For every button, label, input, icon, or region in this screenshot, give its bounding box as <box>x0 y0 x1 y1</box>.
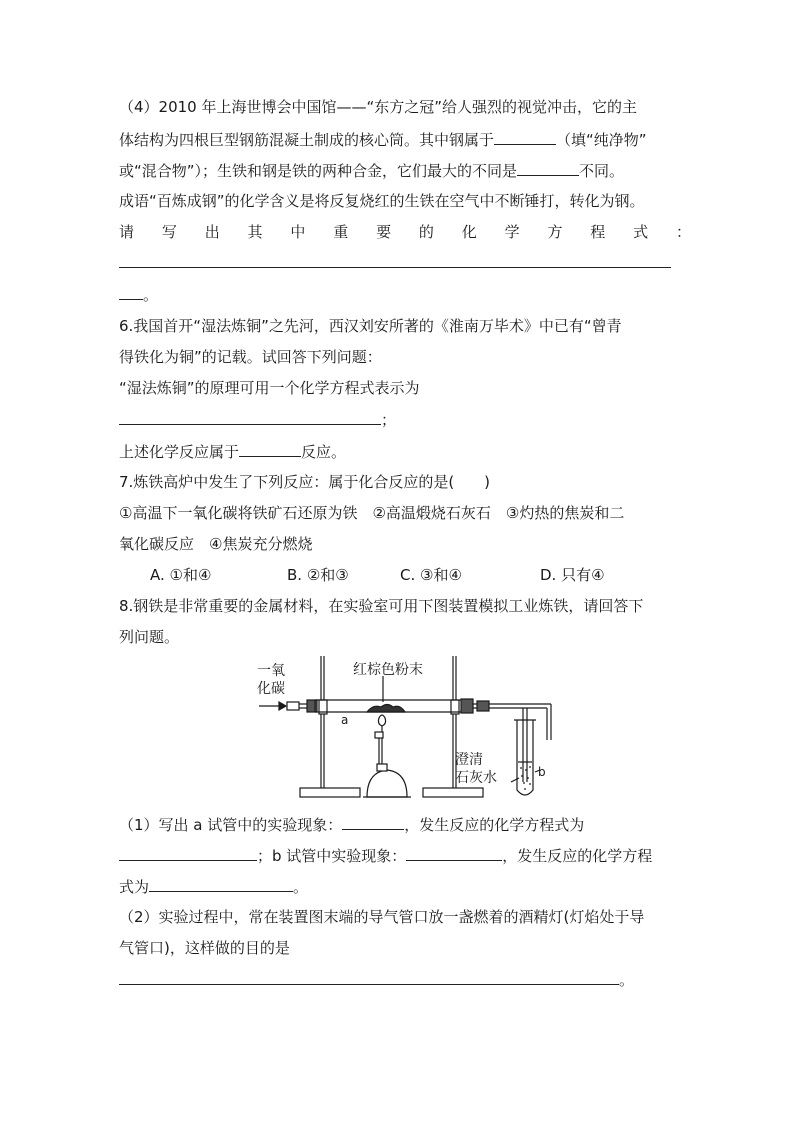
q8-part1-line-3 <box>119 876 308 897</box>
q8-part1-text-c: ；b 试管中实验现象： <box>257 847 407 865</box>
powder-label: 红棕色粉末 <box>353 662 423 678</box>
q4-char: 化 <box>461 223 477 241</box>
q4-line-4: 成语“百炼成钢”的化学含义是将反复烧红的生铁在空气中不断锤打，转化为钢。 <box>119 192 645 210</box>
q4-line-3-text-b: 不同。 <box>579 162 625 180</box>
option-b[interactable]: B. ②和③ <box>287 566 349 584</box>
q6-line-3: “湿法炼铜”的原理可用一个化学方程式表示为 <box>119 379 420 397</box>
q4-line-3-text-a: 或“混合物”）；生铁和钢是铁的两种合金，它们最大的不同是 <box>119 162 518 180</box>
co-label-line1: 一氧 <box>257 663 285 679</box>
answer-blank-tube-b-phenomenon[interactable] <box>406 845 502 861</box>
answer-blank-tube-a-phenomenon[interactable] <box>342 814 404 830</box>
answer-line-steel-equation[interactable] <box>119 267 671 268</box>
option-d[interactable]: D. 只有④ <box>540 566 605 584</box>
q7-line-1: 7.炼铁高炉中发生了下列反应：属于化合反应的是( ) <box>119 473 491 491</box>
q4-line-2-text-b: （填“纯净物” <box>556 131 647 149</box>
q6-line-5-text-a: 上述化学反应属于 <box>119 443 240 461</box>
alcohol-burner <box>363 715 411 797</box>
q6-line-2: 得铁化为铜”的记载。试回答下列问题： <box>119 348 382 366</box>
tube-a-label: a <box>341 713 349 727</box>
answer-blank-steel-type[interactable] <box>494 129 556 145</box>
q8-part2-line-2: 气管口)，这样做的目的是 <box>119 939 290 957</box>
q4-line-2-text-a: 体结构为四根巨型钢筋混凝土制成的核心筒。其中钢属于 <box>119 131 495 149</box>
q8-part2-period: 。 <box>619 971 635 989</box>
red-brown-powder <box>367 705 405 713</box>
q8-part1-text-a: （1）写出 a 试管中的实验现象： <box>119 816 343 834</box>
answer-blank-copper-equation[interactable] <box>119 409 381 425</box>
answer-blank-tube-a-equation[interactable] <box>119 845 257 861</box>
q4-char: 中 <box>290 223 306 241</box>
q4-char: 重 <box>333 223 349 241</box>
q4-char: 其 <box>247 223 263 241</box>
limewater-bubbles <box>520 766 531 790</box>
q4-line-3 <box>119 160 624 181</box>
q4-line-6 <box>119 284 158 305</box>
answer-blank-steel-equation-end[interactable] <box>119 284 143 300</box>
q6-line-5-text-b: 反应。 <box>301 443 347 461</box>
left-iron-stand <box>300 656 360 797</box>
option-a[interactable]: A. ①和④ <box>150 566 212 584</box>
iron-smelting-apparatus-diagram <box>255 652 575 802</box>
limewater-label-line1: 澄清 <box>455 752 483 768</box>
q4-char: 程 <box>590 223 606 241</box>
q8-part2-line-1: （2）实验过程中，常在装置图末端的导气管口放一盏燃着的酒精灯(灯焰处于导 <box>119 908 645 926</box>
gas-inlet-tube <box>287 700 317 712</box>
limewater-label-line2: 石灰水 <box>455 770 497 786</box>
q8-part1-text-e: 式为 <box>119 878 150 896</box>
q8-part1-text-b: ，发生反应的化学方程式为 <box>404 816 585 834</box>
q8-line-1: 8.钢铁是非常重要的金属材料，在实验室可用下图装置模拟工业炼铁，请回答下 <box>119 597 644 615</box>
q8-part1-line-2 <box>119 845 652 866</box>
q4-line-1: （4）2010 年上海世博会中国馆——“东方之冠”给人强烈的视觉冲击，它的主 <box>119 98 638 116</box>
answer-blank-burner-purpose[interactable] <box>119 969 619 985</box>
q6-line-1: 6.我国首开“湿法炼铜”之先河，西汉刘安所著的《淮南万毕术》中已有“曾青 <box>119 317 622 335</box>
tube-b-label: b <box>538 765 546 779</box>
q7-line-3: 氧化碳反应 ④焦炭充分燃烧 <box>119 535 313 553</box>
q8-part1-text-d: ，发生反应的化学方程 <box>502 847 653 865</box>
q4-char: ： <box>675 223 691 241</box>
q4-char: 要 <box>376 223 392 241</box>
co-flow-arrow <box>259 702 286 710</box>
q4-char: 出 <box>204 223 220 241</box>
option-c[interactable]: C. ③和④ <box>400 566 462 584</box>
q4-char: 学 <box>504 223 520 241</box>
q4-char: 请 <box>119 223 135 241</box>
q8-part2-line-3 <box>119 969 634 990</box>
q6-line-5 <box>119 441 346 462</box>
answer-blank-reaction-type[interactable] <box>239 441 301 457</box>
q4-char: 的 <box>418 223 434 241</box>
answer-blank-tube-b-equation[interactable] <box>149 876 293 892</box>
q6-line-4 <box>119 409 396 430</box>
q4-line-2 <box>119 129 647 150</box>
q4-char: 方 <box>547 223 563 241</box>
q8-line-2: 列问题。 <box>119 628 180 646</box>
co-label-line2: 化碳 <box>257 681 285 697</box>
q6-line-4-semicolon: ； <box>381 411 397 429</box>
q8-part1-text-f: 。 <box>293 878 309 896</box>
q8-part1-line-1 <box>119 814 584 835</box>
q4-line-5 <box>119 222 691 242</box>
q4-char: 写 <box>161 223 177 241</box>
limewater-pointer-line <box>511 778 519 782</box>
q4-line-6-period: 。 <box>143 286 159 304</box>
answer-blank-alloy-difference[interactable] <box>517 160 579 176</box>
test-tube-b <box>514 720 536 795</box>
q4-char: 式 <box>633 223 649 241</box>
q7-line-2: ①高温下一氧化碳将铁矿石还原为铁 ②高温煅烧石灰石 ③灼热的焦炭和二 <box>119 504 625 522</box>
